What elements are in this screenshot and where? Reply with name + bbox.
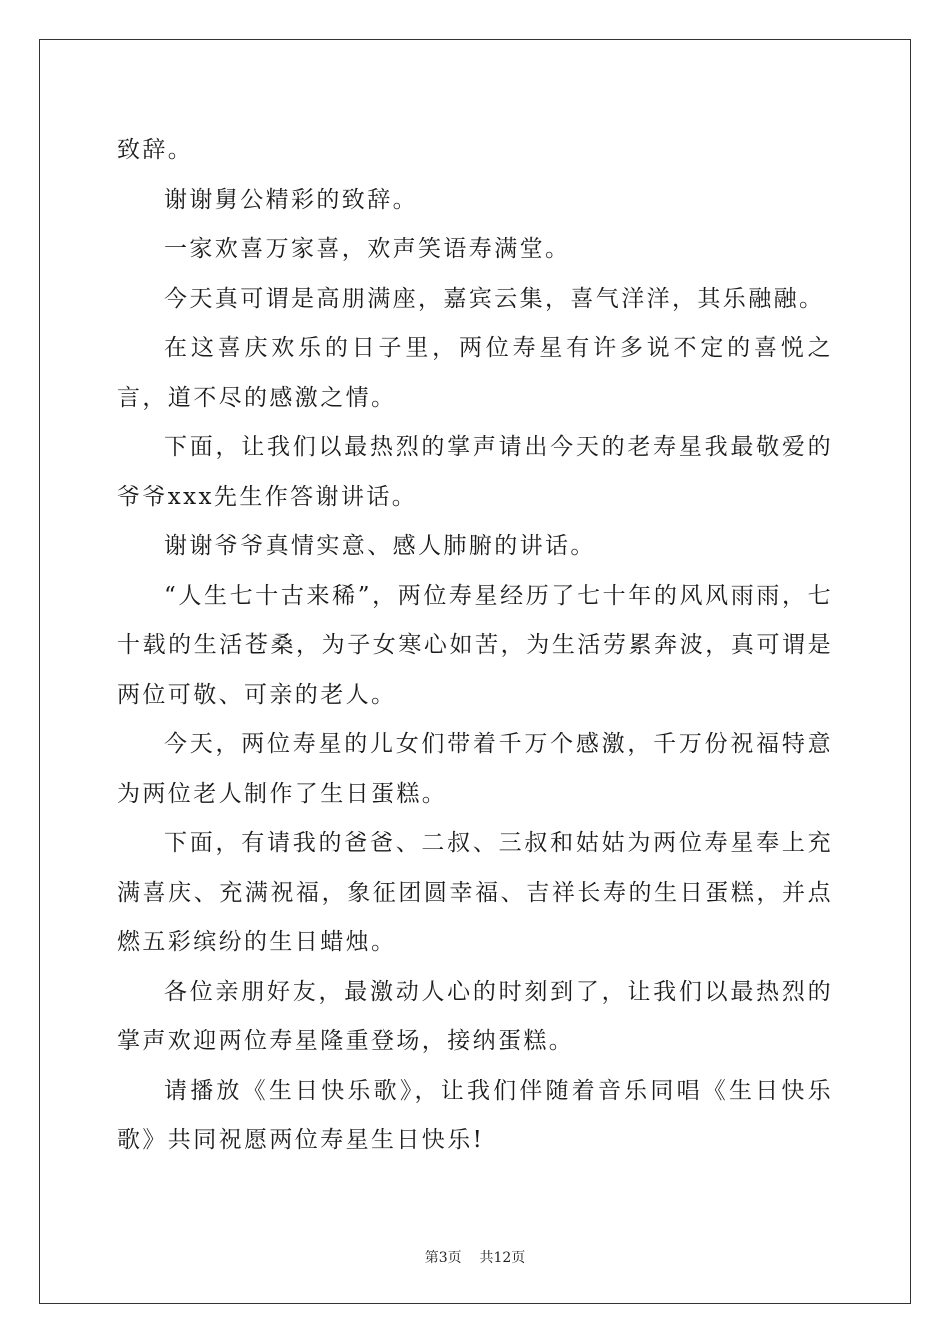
document-body (117, 126, 833, 1166)
paragraph: 下面，让我们以最热烈的掌声请出今天的老寿星我最敬爱的爷爷xxx先生作答谢讲话。 (117, 434, 833, 510)
paragraph: 下面，有请我的爸爸、二叔、三叔和姑姑为两位寿星奉上充满喜庆、充满祝福，象征团圆幸福、吉祥长寿的生日蛋糕，并点燃五彩缤纷的生日蜡烛。 (117, 830, 833, 955)
page-number-footer: 第3页 共12页 (424, 1250, 526, 1266)
paragraph: 致辞。 (117, 137, 194, 163)
paragraph: 今天，两位寿星的儿女们带着千万个感激，千万份祝福特意为两位老人制作了生日蛋糕。 (117, 731, 833, 807)
paragraph: 谢谢舅公精彩的致辞。 (164, 186, 418, 213)
paragraph: 谢谢爷爷真情实意、感人肺腑的讲话。 (164, 533, 596, 559)
paragraph: 今天真可谓是高朋满座，嘉宾云集，喜气洋洋，其乐融融。 (164, 285, 825, 312)
paragraph: “人生七十古来稀”，两位寿星经历了七十年的风风雨雨，七十载的生活苍桑，为子女寒心如苦，为生活劳累奔波，真可谓是两位可敬、可亲的老人。 (117, 582, 833, 708)
paragraph: 各位亲朋好友，最激动人心的时刻到了，让我们以最热烈的掌声欢迎两位寿星隆重登场，接纳蛋糕。 (117, 978, 833, 1054)
paragraph: 一家欢喜万家喜，欢声笑语寿满堂。 (164, 236, 571, 262)
paragraph: 请播放《生日快乐歌》，让我们伴随着音乐同唱《生日快乐歌》共同祝愿两位寿星生日快乐! (117, 1077, 833, 1153)
paragraph: 在这喜庆欢乐的日子里，两位寿星有许多说不定的喜悦之言，道不尽的感激之情。 (117, 335, 833, 411)
